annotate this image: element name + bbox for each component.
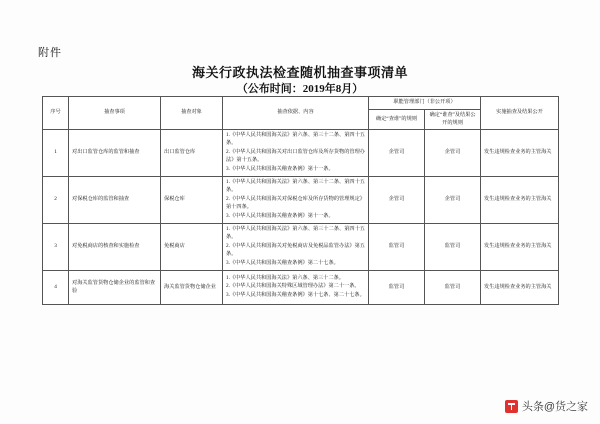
basis-line: 3.《中华人民共和国海关稽查条例》第十一条。 xyxy=(226,165,334,172)
cell-dept: 企管司 xyxy=(369,130,425,177)
table-header-row-1 xyxy=(43,97,559,110)
header-public: 实施抽查及结果公开 xyxy=(481,97,559,130)
table-row xyxy=(43,224,559,271)
cell-basis xyxy=(223,224,369,271)
cell-period: 企管司 xyxy=(425,130,481,177)
header-rule-whom: 确定“谁查”及结果公开的规则 xyxy=(425,109,481,130)
basis-line: 3.《中华人民共和国海关稽查条例》第十一条。 xyxy=(226,212,334,219)
basis-line: 3.《中华人民共和国海关稽查条例》第二十七条。 xyxy=(226,259,339,266)
cell-seq: 4 xyxy=(43,271,69,305)
cell-seq: 3 xyxy=(43,224,69,271)
cell-dept: 企管司 xyxy=(369,177,425,224)
basis-line: 1.《中华人民共和国海关法》第六条、第三十二条、第四十五条。 xyxy=(226,179,365,194)
cell-seq: 2 xyxy=(43,177,69,224)
cell-object: 免税商店 xyxy=(161,224,223,271)
cell-object: 出口监管仓库 xyxy=(161,130,223,177)
table-row xyxy=(43,130,559,177)
cell-dept: 监管司 xyxy=(369,224,425,271)
cell-seq: 1 xyxy=(43,130,69,177)
header-object: 抽查对象 xyxy=(161,97,223,130)
cell-public: 发生违规检查业务的主管海关 xyxy=(481,271,559,305)
header-item: 抽查事项 xyxy=(69,97,161,130)
cell-basis xyxy=(223,271,369,305)
header-rule-who: 确定“查谁”的规则 xyxy=(369,109,425,130)
header-group-dept: 职能管理部门（非公开项） xyxy=(369,97,481,110)
cell-dept: 监管司 xyxy=(369,271,425,305)
basis-line: 2.《中华人民共和国海关对出口监管仓库及所存货物的管理办法》第十五条。 xyxy=(226,148,365,163)
table-row xyxy=(43,177,559,224)
cell-basis xyxy=(223,130,369,177)
basis-line: 1.《中华人民共和国海关法》第六条、第三十二条、第四十五条。 xyxy=(226,132,365,147)
basis-line: 2.《中华人民共和国海关特殊区域管理办法》第二十一条。 xyxy=(226,283,360,290)
cell-item: 对免税商店的核查和实施检查 xyxy=(69,224,161,271)
inspection-items-table xyxy=(42,96,559,305)
cell-object: 保税仓库 xyxy=(161,177,223,224)
cell-object: 海关监管货物仓储企业 xyxy=(161,271,223,305)
cell-period: 监管司 xyxy=(425,271,481,305)
cell-item: 对保税仓库的监管和抽查 xyxy=(69,177,161,224)
cell-item: 对出口监管仓库的监管和抽查 xyxy=(69,130,161,177)
cell-basis xyxy=(223,177,369,224)
header-basis: 抽查依据、内容 xyxy=(223,97,369,130)
cell-period: 监管司 xyxy=(425,224,481,271)
cell-item: 对海关监管货物仓储企业的监管和查验 xyxy=(69,271,161,305)
cell-public: 发生违规检查业务的主管海关 xyxy=(481,224,559,271)
header-seq: 序号 xyxy=(43,97,69,130)
toutiao-logo-icon xyxy=(505,400,518,413)
basis-line: 1.《中华人民共和国海关法》第六条、第三十二条、第四十五条。 xyxy=(226,226,365,241)
watermark xyxy=(505,398,588,414)
attachment-label: 附件 xyxy=(38,47,62,59)
page-subtitle: （公布时间：2019年8月） xyxy=(236,83,364,95)
watermark-text: 头条@货之家 xyxy=(521,401,588,413)
cell-period: 企管司 xyxy=(425,177,481,224)
cell-public: 发生违规检查业务的主管海关 xyxy=(481,177,559,224)
page-title: 海关行政执法检查随机抽查事项清单 xyxy=(191,65,408,80)
basis-line: 1.《中华人民共和国海关法》第六条、第三十二条。 xyxy=(226,274,345,281)
basis-line: 2.《中华人民共和国海关对免税商店及免税品监管办法》第五条。 xyxy=(226,242,365,257)
basis-line: 3.《中华人民共和国海关稽查条例》第十七条、第二十七条。 xyxy=(226,292,365,299)
basis-line: 2.《中华人民共和国海关对保税仓库及所存货物的管理规定》第十四条。 xyxy=(226,195,365,210)
table-row xyxy=(43,271,559,305)
cell-public: 发生违规检查业务的主管海关 xyxy=(481,130,559,177)
